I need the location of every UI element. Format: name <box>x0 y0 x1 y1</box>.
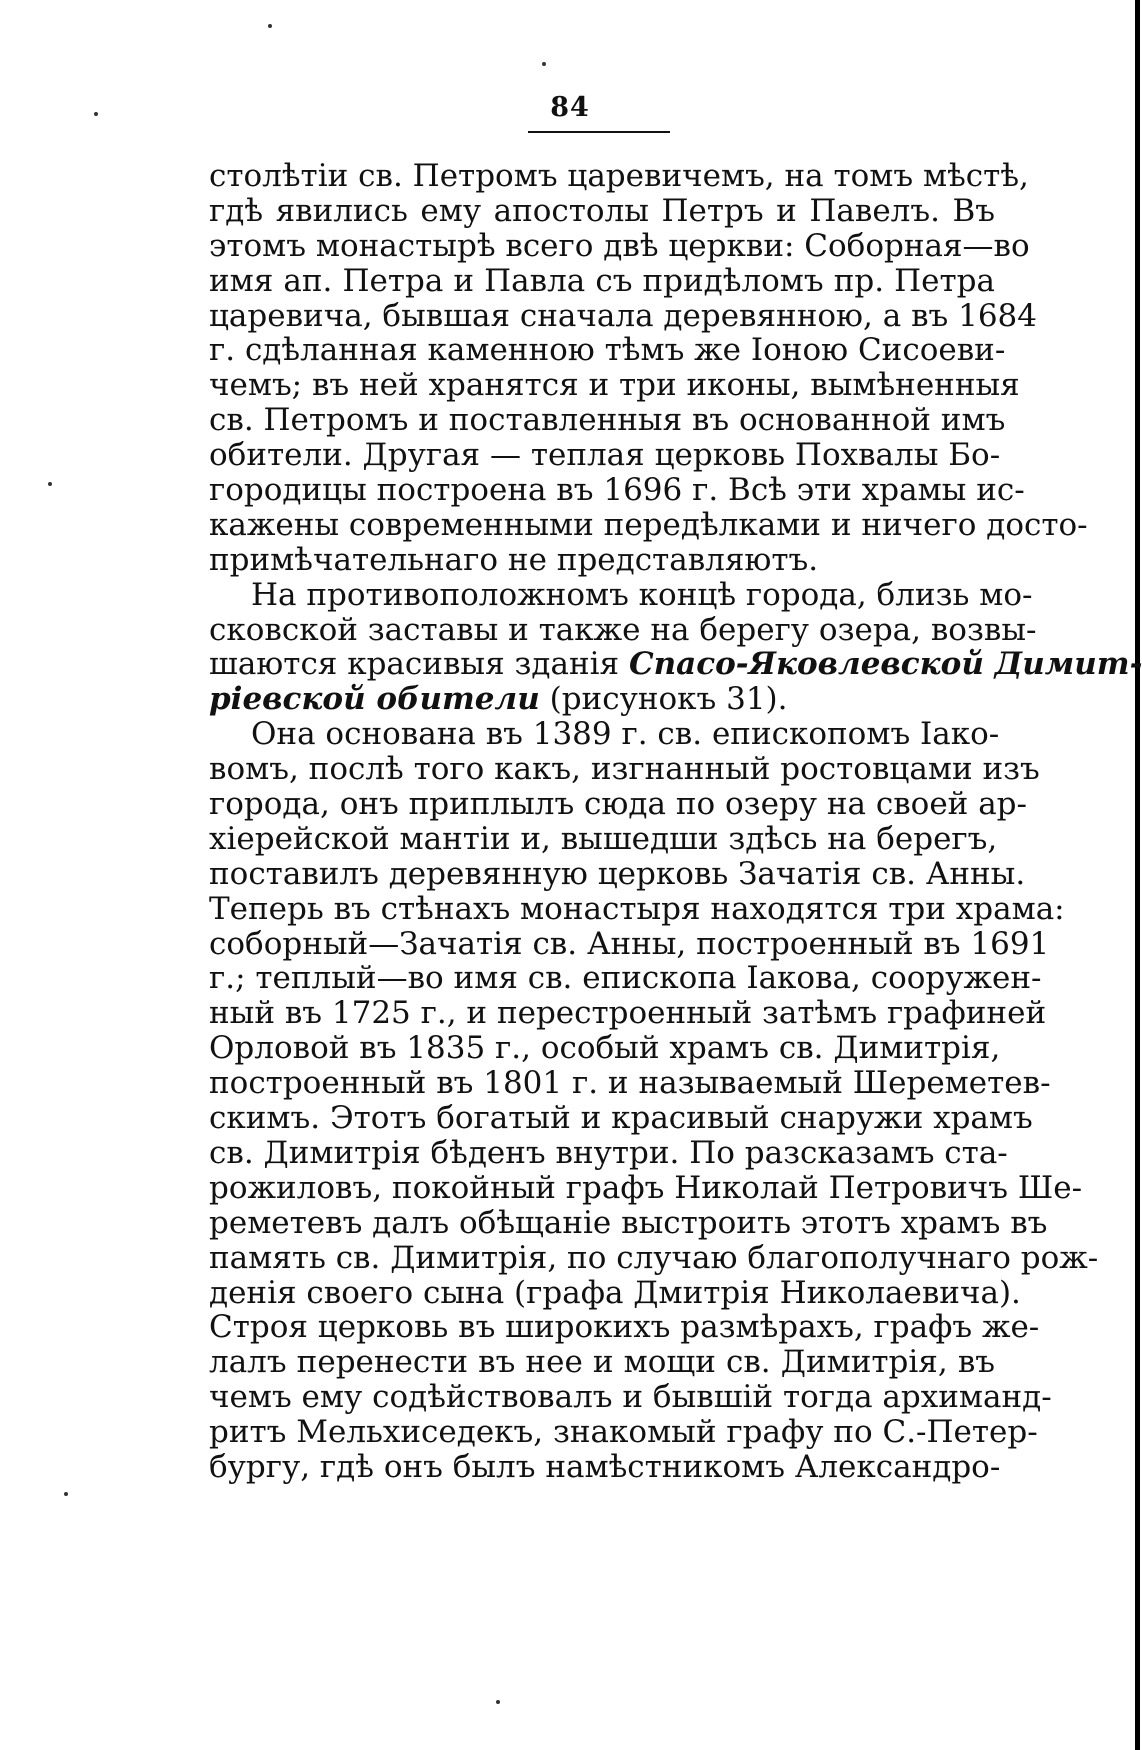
text-run: шаются красивыя зданія <box>209 646 629 683</box>
text-line: чемъ ему содѣйствовалъ и бывшій тогда архиманд- <box>209 1379 1052 1416</box>
text-line: Орловой въ 1835 г., особый храмъ св. Димитрія, <box>209 1030 1001 1067</box>
text-line: Теперь въ стѣнахъ монастыря находятся три храма: <box>209 890 1065 927</box>
text-line: городицы построена въ 1696 г. Всѣ эти храмы ис- <box>209 472 1025 509</box>
text-line: св. Петромъ и поставленныя въ основанной имъ <box>209 402 1006 439</box>
text-line: г.; теплый—во имя св. епископа Іакова, сооружен- <box>209 960 1042 997</box>
monastery-name-emphasis: Спасо-Яковлевской Димит- <box>628 646 1142 683</box>
text-line: кажены современными передѣлками и ничего досто- <box>209 506 1088 543</box>
paragraph-end-line: примѣчательнаго не представляютъ. <box>209 541 819 578</box>
page-number-rule <box>528 131 670 133</box>
text-line: вомъ, послѣ того какъ, изгнанный ростовцами изъ <box>209 751 1040 788</box>
text-line: лалъ перенести въ нее и мощи св. Димитрія, въ <box>209 1344 995 1381</box>
text-line: ный въ 1725 г., и перестроенный затѣмъ графиней <box>209 995 1047 1032</box>
text-line: имя ап. Петра и Павла съ придѣломъ пр. Петра <box>209 262 995 299</box>
print-speck <box>268 24 272 28</box>
text-line: бургу, гдѣ онъ былъ намѣстникомъ Александро- <box>209 1448 1001 1485</box>
page-edge-border <box>1135 0 1140 1750</box>
print-speck <box>94 112 98 116</box>
page-number: 84 <box>550 92 590 123</box>
text-line <box>209 646 1142 683</box>
text-line: царевича, бывшая сначала деревянною, а въ 1684 <box>209 297 1037 334</box>
text-line: рожиловъ, покойный графъ Николай Петровичъ Ше- <box>209 1169 1083 1206</box>
text-line: скимъ. Этотъ богатый и красивый снаружи храмъ <box>209 1100 1033 1137</box>
text-line: г. сдѣланная каменною тѣмъ же Іоною Сисоеви- <box>209 332 1006 369</box>
text-line: св. Димитрія бѣденъ внутри. По разсказамъ ста- <box>209 1134 1008 1171</box>
paragraph-start-line: На противоположномъ концѣ города, близь мо- <box>251 576 1033 613</box>
text-line: столѣтіи св. Петромъ царевичемъ, на томъ мѣстѣ, <box>209 158 1029 194</box>
text-line: обители. Другая — теплая церковь Похвалы Бо- <box>209 437 1001 474</box>
text-line: денія своего сына (графа Дмитрія Николаевича). <box>209 1274 1021 1311</box>
text-line: сковской заставы и также на берегу озера, возвы- <box>209 611 1037 648</box>
text-line: реметевъ далъ обѣщаніе выстроить этотъ храмъ въ <box>209 1204 1048 1241</box>
text-line: соборный—Зачатія св. Анны, построенный въ 1691 <box>209 925 1050 962</box>
text-line: построенный въ 1801 г. и называемый Шереметев- <box>209 1065 1051 1102</box>
text-line: поставилъ деревянную церковь Зачатія св. Анны. <box>209 855 1026 892</box>
text-line: гдѣ явились ему апостолы Петръ и Павелъ. Въ <box>209 192 995 229</box>
monastery-name-emphasis: ріевской обители <box>209 681 540 718</box>
print-speck <box>542 62 546 66</box>
print-speck <box>48 482 52 486</box>
text-line: города, онъ приплылъ сюда по озеру на своей ар- <box>209 786 1028 823</box>
text-line: ритъ Мельхиседекъ, знакомый графу по С.-Петер- <box>209 1414 1038 1451</box>
text-line: хіерейской мантіи и, вышедши здѣсь на берегъ, <box>209 820 998 857</box>
text-line: Строя церковь въ широкихъ размѣрахъ, графъ же- <box>209 1309 1040 1346</box>
text-line: чемъ; въ ней хранятся и три иконы, вымѣненныя <box>209 367 1020 404</box>
text-line: память св. Димитрія, по случаю благополучнаго рож- <box>209 1239 1099 1276</box>
print-speck <box>64 1492 68 1496</box>
text-line: этомъ монастырѣ всего двѣ церкви: Соборная—во <box>209 227 1030 264</box>
paragraph-end-line <box>209 682 995 717</box>
paragraph-start-line: Она основана въ 1389 г. св. епископомъ Іако- <box>251 716 1000 753</box>
body-text <box>209 158 1142 1485</box>
print-speck <box>496 1700 500 1704</box>
text-run: (рисунокъ 31). <box>539 681 788 718</box>
